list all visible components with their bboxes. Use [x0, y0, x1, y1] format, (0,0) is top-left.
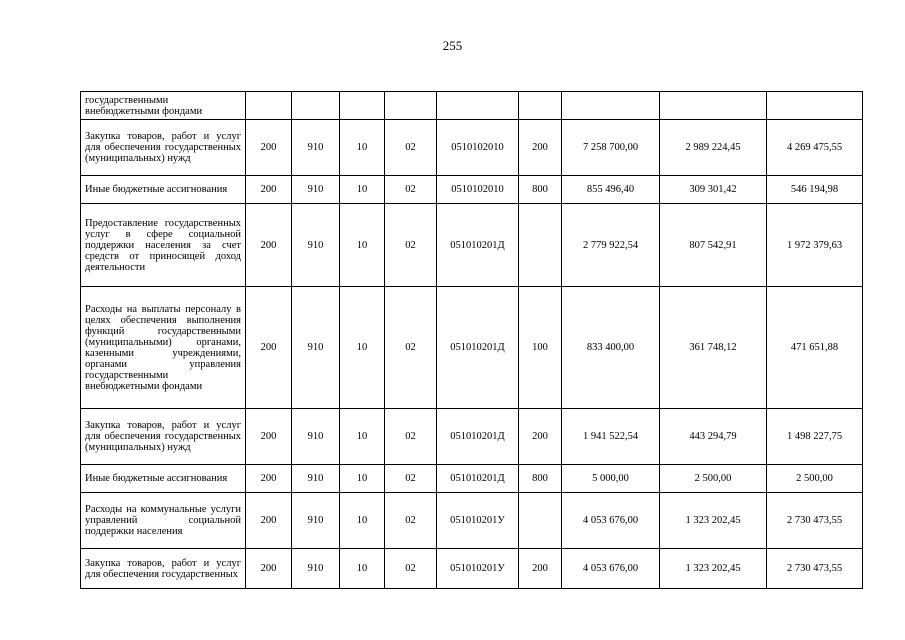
cell-c5: 051010201Д: [437, 287, 519, 409]
cell-c8: 309 301,42: [660, 176, 767, 204]
table-row: [81, 465, 863, 493]
cell-c1: [246, 92, 292, 120]
cell-c6: 800: [519, 176, 562, 204]
cell-c7: 2 779 922,54: [562, 204, 660, 287]
cell-c1: 200: [246, 204, 292, 287]
table-row: [81, 92, 863, 120]
cell-c8: 443 294,79: [660, 409, 767, 465]
cell-c9: 2 730 473,55: [767, 549, 863, 589]
cell-c5: 051010201У: [437, 493, 519, 549]
cell-c4: 02: [385, 465, 437, 493]
cell-c1: 200: [246, 287, 292, 409]
cell-c9: 1 498 227,75: [767, 409, 863, 465]
cell-c7: 5 000,00: [562, 465, 660, 493]
cell-c1: 200: [246, 409, 292, 465]
cell-c1: 200: [246, 493, 292, 549]
cell-c5: 051010201Д: [437, 465, 519, 493]
cell-name: Расходы на выплаты персоналу в целях обеспечения выполнения функций государственными (муниципальными) органами, казенными учреждениями, органами управления государственными внебюджетными фондами: [81, 287, 246, 409]
cell-c7: 855 496,40: [562, 176, 660, 204]
cell-c8: [660, 92, 767, 120]
cell-c6: [519, 92, 562, 120]
cell-c1: 200: [246, 549, 292, 589]
table-row: [81, 493, 863, 549]
cell-c3: 10: [340, 287, 385, 409]
cell-c2: 910: [292, 176, 340, 204]
cell-c2: 910: [292, 204, 340, 287]
cell-c9: 2 500,00: [767, 465, 863, 493]
cell-c8: 807 542,91: [660, 204, 767, 287]
cell-c6: [519, 493, 562, 549]
cell-name: Закупка товаров, работ и услуг для обеспечения государственных: [81, 549, 246, 589]
cell-c6: 200: [519, 120, 562, 176]
cell-c3: 10: [340, 120, 385, 176]
cell-c5: 0510102010: [437, 120, 519, 176]
cell-c2: 910: [292, 287, 340, 409]
cell-c2: 910: [292, 493, 340, 549]
cell-name: Иные бюджетные ассигнования: [81, 176, 246, 204]
cell-c4: 02: [385, 493, 437, 549]
cell-c9: 1 972 379,63: [767, 204, 863, 287]
table-row: [81, 204, 863, 287]
cell-c4: 02: [385, 287, 437, 409]
table-row: [81, 120, 863, 176]
cell-c2: 910: [292, 120, 340, 176]
cell-c8: 1 323 202,45: [660, 549, 767, 589]
cell-c4: 02: [385, 409, 437, 465]
cell-name: Предоставление государственных услуг в сфере социальной поддержки населения за счет средств от приносящей доход деятельности: [81, 204, 246, 287]
cell-c3: [340, 92, 385, 120]
cell-c8: 361 748,12: [660, 287, 767, 409]
cell-c9: 546 194,98: [767, 176, 863, 204]
cell-c3: 10: [340, 549, 385, 589]
cell-c3: 10: [340, 204, 385, 287]
table-row: [81, 549, 863, 589]
cell-c7: 4 053 676,00: [562, 493, 660, 549]
cell-c3: 10: [340, 409, 385, 465]
cell-c4: 02: [385, 549, 437, 589]
cell-name: Расходы на коммунальные услуги управлений социальной поддержки населения: [81, 493, 246, 549]
cell-c3: 10: [340, 465, 385, 493]
cell-c4: [385, 92, 437, 120]
cell-c3: 10: [340, 493, 385, 549]
cell-c2: 910: [292, 465, 340, 493]
budget-table: [80, 91, 863, 589]
cell-c1: 200: [246, 176, 292, 204]
cell-c2: 910: [292, 549, 340, 589]
cell-name: Закупка товаров, работ и услуг для обеспечения государственных (муниципальных) нужд: [81, 120, 246, 176]
page-number: 255: [442, 38, 463, 53]
cell-c6: 800: [519, 465, 562, 493]
cell-c5: 0510102010: [437, 176, 519, 204]
cell-c7: 4 053 676,00: [562, 549, 660, 589]
cell-c6: [519, 204, 562, 287]
cell-c4: 02: [385, 176, 437, 204]
table-row: [81, 287, 863, 409]
cell-c7: 7 258 700,00: [562, 120, 660, 176]
cell-c5: 051010201Д: [437, 409, 519, 465]
cell-c2: 910: [292, 409, 340, 465]
cell-name: государственными внебюджетными фондами: [81, 92, 246, 120]
cell-name: Иные бюджетные ассигнования: [81, 465, 246, 493]
cell-c9: 2 730 473,55: [767, 493, 863, 549]
cell-c5: 051010201Д: [437, 204, 519, 287]
cell-c7: 833 400,00: [562, 287, 660, 409]
cell-c1: 200: [246, 120, 292, 176]
cell-c3: 10: [340, 176, 385, 204]
cell-name: Закупка товаров, работ и услуг для обеспечения государственных (муниципальных) нужд: [81, 409, 246, 465]
cell-c8: 2 500,00: [660, 465, 767, 493]
cell-c7: 1 941 522,54: [562, 409, 660, 465]
cell-c6: 200: [519, 549, 562, 589]
table-row: [81, 409, 863, 465]
cell-c5: [437, 92, 519, 120]
cell-c6: 100: [519, 287, 562, 409]
cell-c1: 200: [246, 465, 292, 493]
cell-c8: 1 323 202,45: [660, 493, 767, 549]
cell-c9: [767, 92, 863, 120]
cell-c4: 02: [385, 120, 437, 176]
cell-c5: 051010201У: [437, 549, 519, 589]
cell-c2: [292, 92, 340, 120]
table-row: [81, 176, 863, 204]
cell-c4: 02: [385, 204, 437, 287]
cell-c9: 471 651,88: [767, 287, 863, 409]
cell-c6: 200: [519, 409, 562, 465]
cell-c7: [562, 92, 660, 120]
cell-c9: 4 269 475,55: [767, 120, 863, 176]
cell-c8: 2 989 224,45: [660, 120, 767, 176]
